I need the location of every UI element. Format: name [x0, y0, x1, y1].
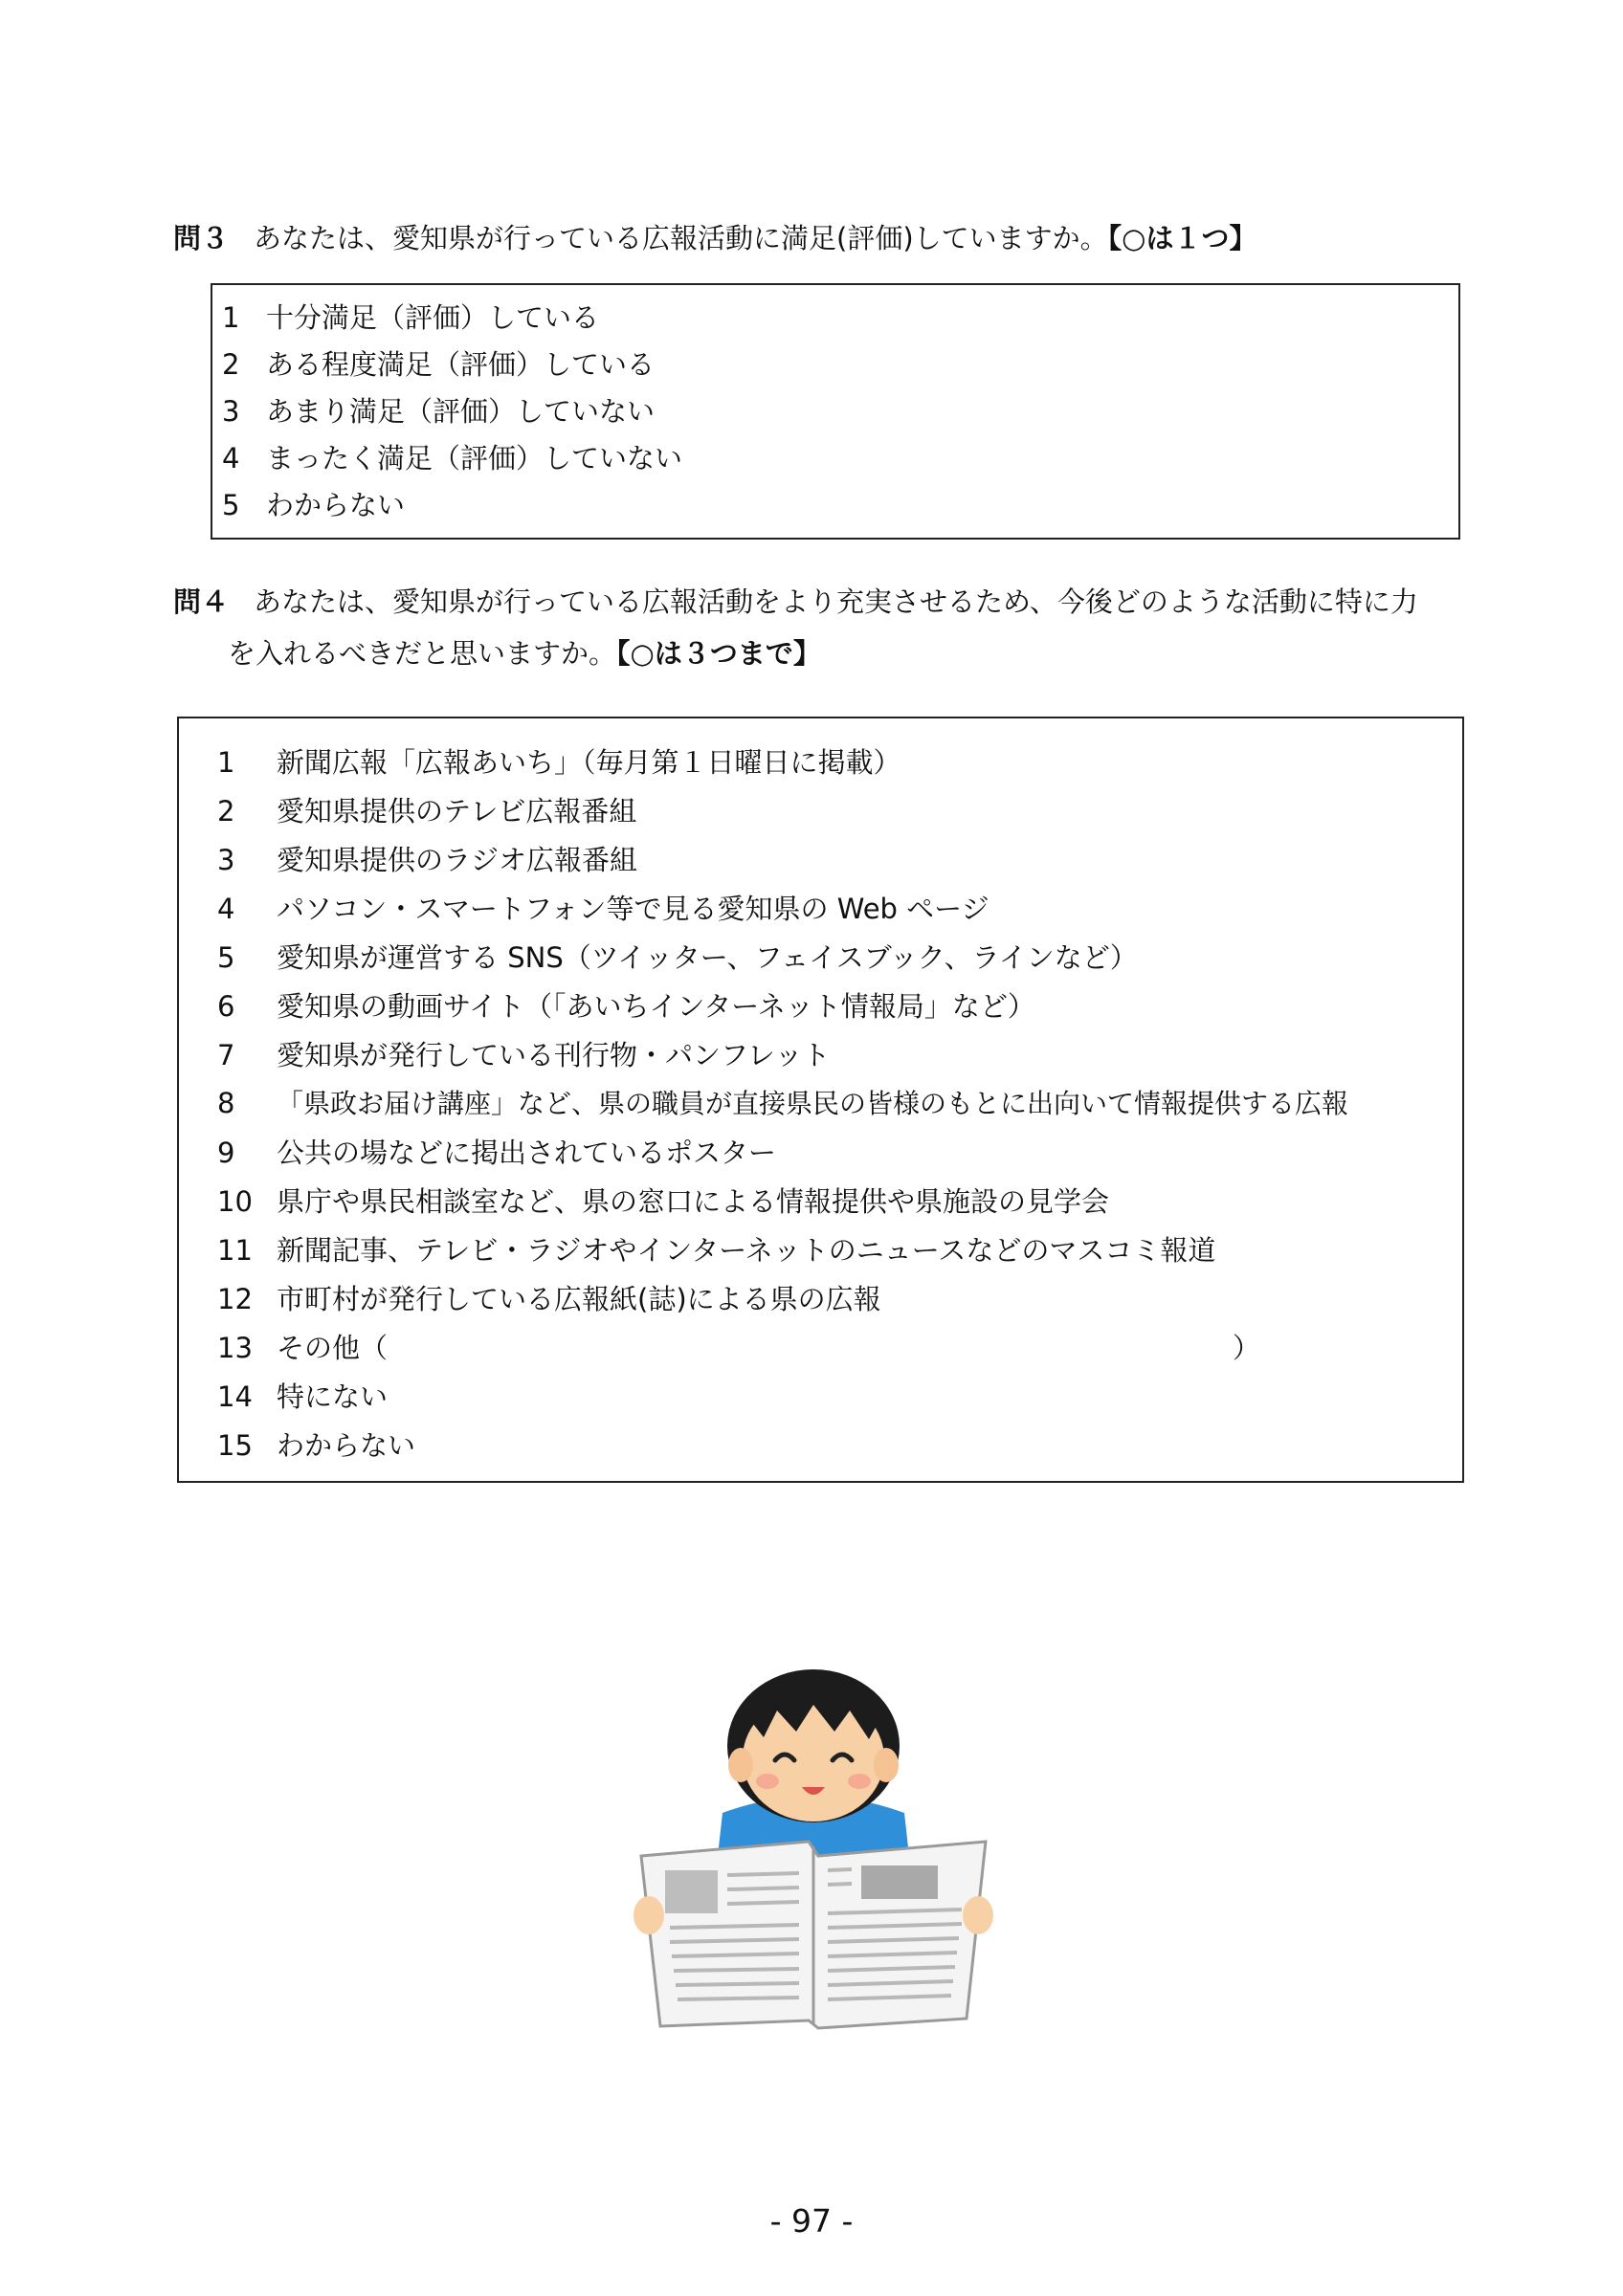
option-label: 愛知県提供のテレビ広報番組	[277, 795, 637, 828]
question-4-text-line1: あなたは、愛知県が行っている広報活動をより充実させるため、今後どのような活動に特に力	[254, 585, 1418, 618]
page-number: - 97 -	[769, 2202, 854, 2240]
option-q4-13[interactable]	[217, 1327, 388, 1366]
option-number: 2	[217, 795, 235, 828]
option-q3-4[interactable]	[222, 437, 682, 476]
option-q3-3[interactable]	[222, 390, 655, 430]
option-number: 8	[217, 1087, 235, 1119]
question-4-heading	[173, 576, 1418, 679]
option-label: 十分満足（評価）している	[266, 301, 600, 334]
option-number: 4	[217, 893, 235, 925]
question-3-number: 問３	[173, 222, 230, 254]
option-label: 特にない	[277, 1380, 389, 1413]
option-q4-14[interactable]	[217, 1376, 388, 1415]
option-number: 12	[217, 1283, 253, 1315]
boy-reading-newspaper-illustration	[622, 1665, 1005, 2047]
other-close-paren: ）	[1233, 1332, 1261, 1364]
option-label: 愛知県が運営する SNS（ツイッター、フェイスブック、ラインなど）	[277, 941, 1138, 974]
option-number: 9	[217, 1137, 235, 1169]
option-q3-2[interactable]	[222, 343, 655, 383]
option-number: 1	[217, 746, 235, 779]
option-label: 県庁や県民相談室など、県の窓口による情報提供や県施設の見学会	[277, 1185, 1110, 1218]
option-label: 新聞記事、テレビ・ラジオやインターネットのニュースなどのマスコミ報道	[277, 1234, 1216, 1267]
option-label: 新聞広報「広報あいち」（毎月第１日曜日に掲載）	[277, 746, 901, 779]
question-3-options-box	[211, 283, 1460, 540]
question-3-instruction: 【○は１つ】	[1107, 222, 1257, 254]
option-q4-15[interactable]	[217, 1424, 415, 1464]
option-q4-7[interactable]	[217, 1034, 831, 1073]
option-number: 6	[217, 990, 235, 1023]
question-4-options-box	[177, 717, 1464, 1483]
option-label: 愛知県提供のラジオ広報番組	[277, 844, 638, 876]
option-q4-3[interactable]	[217, 839, 637, 878]
option-q4-8[interactable]	[217, 1083, 1348, 1121]
option-number: 11	[217, 1234, 253, 1267]
option-q4-10[interactable]	[217, 1181, 1109, 1220]
option-q4-11[interactable]	[217, 1229, 1215, 1269]
option-number: 2	[222, 348, 240, 381]
option-label: その他（	[277, 1332, 389, 1364]
option-number: 3	[217, 844, 235, 876]
option-q3-5[interactable]	[222, 484, 405, 523]
question-4-text-line2: を入れるべきだと思いますか。	[228, 637, 617, 670]
question-3-text: あなたは、愛知県が行っている広報活動に満足(評価)していますか。	[254, 222, 1108, 254]
option-label: 公共の場などに掲出されているポスター	[277, 1137, 777, 1169]
option-number: 4	[222, 442, 240, 475]
option-label: 愛知県が発行している刊行物・パンフレット	[277, 1039, 831, 1071]
option-label: わからない	[277, 1429, 416, 1462]
option-label: 市町村が発行している広報紙(誌)による県の広報	[277, 1283, 881, 1315]
option-number: 1	[222, 301, 240, 334]
option-q4-2[interactable]	[217, 790, 636, 829]
option-number: 14	[217, 1380, 253, 1413]
option-q3-1[interactable]	[222, 297, 599, 336]
option-label: パソコン・スマートフォン等で見る愛知県の Web ページ	[277, 893, 989, 925]
question-4-number: 問４	[173, 585, 230, 618]
option-label: 「県政お届け講座」など、県の職員が直接県民の皆様のもとに出向いて情報提供する広報	[277, 1088, 1349, 1119]
option-number: 5	[217, 941, 235, 974]
option-label: あまり満足（評価）していない	[266, 395, 656, 428]
option-label: 愛知県の動画サイト（「あいちインターネット情報局」など）	[277, 990, 1035, 1023]
option-q4-1[interactable]	[217, 741, 901, 781]
question-4-instruction: 【○は３つまで】	[616, 637, 821, 670]
option-q4-5[interactable]	[217, 937, 1138, 976]
option-q4-12[interactable]	[217, 1278, 881, 1317]
option-number: 3	[222, 395, 240, 428]
option-q4-4[interactable]	[217, 888, 989, 927]
option-number: 13	[217, 1332, 253, 1364]
option-number: 5	[222, 489, 240, 521]
option-number: 10	[217, 1185, 253, 1218]
option-number: 15	[217, 1429, 253, 1462]
option-q4-6[interactable]	[217, 985, 1035, 1025]
option-q4-9[interactable]	[217, 1132, 776, 1171]
question-3-heading	[173, 212, 1256, 264]
option-label: ある程度満足（評価）している	[266, 348, 656, 381]
option-label: まったく満足（評価）していない	[266, 442, 683, 475]
option-label: わからない	[266, 489, 406, 521]
option-number: 7	[217, 1039, 235, 1071]
